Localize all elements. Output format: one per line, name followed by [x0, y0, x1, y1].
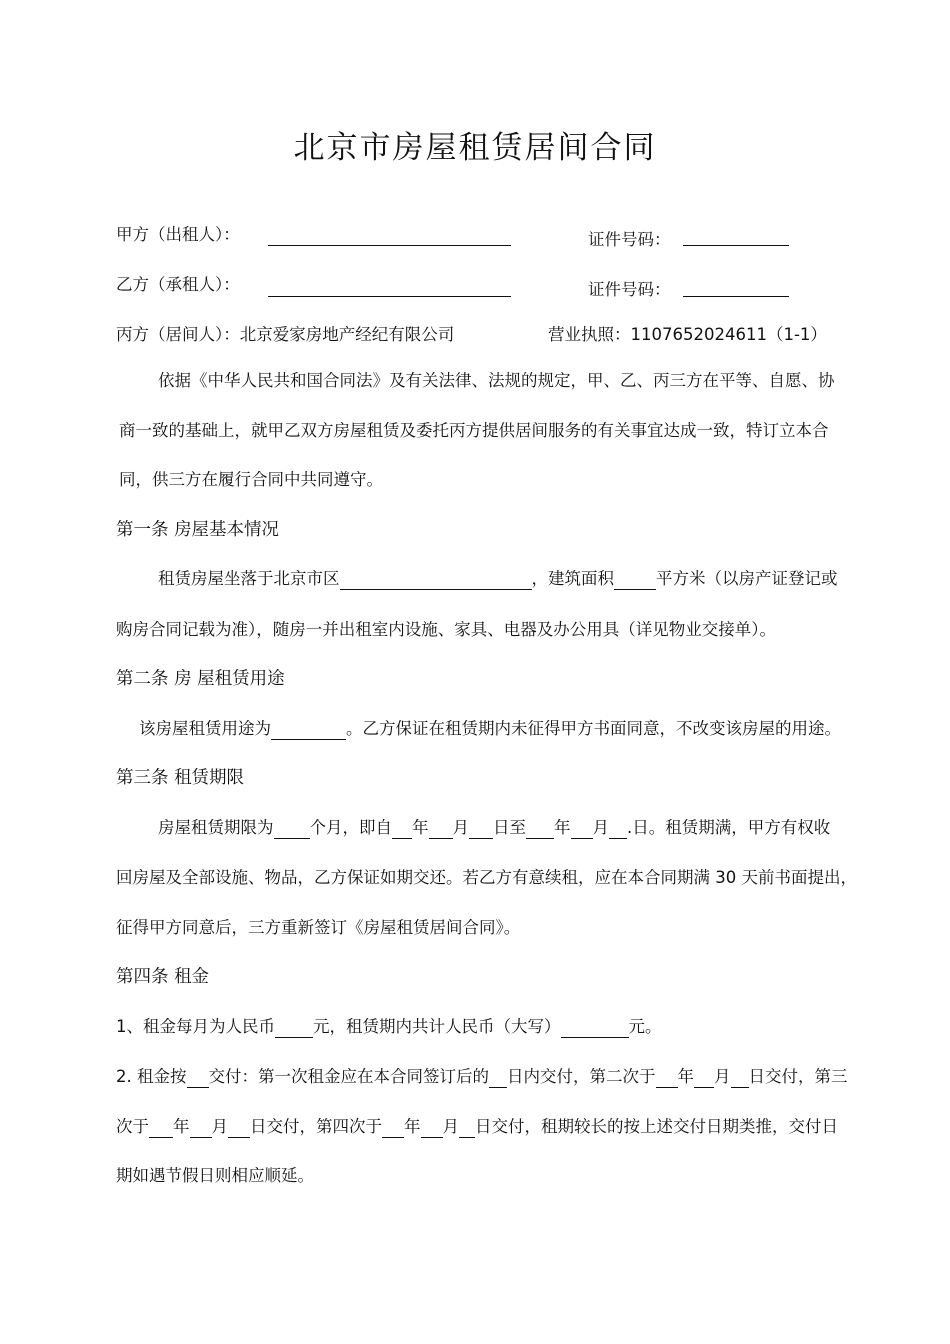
- second-payment-year-field[interactable]: [656, 1069, 678, 1088]
- article-1-heading: 第一条 房屋基本情况: [116, 520, 280, 540]
- article-4-p2-text-b: 交付：第一次租金应在本合同签订后的: [208, 1067, 489, 1086]
- party-c-line: 丙方（居间人）：北京爱家房地产经纪有限公司: [116, 325, 455, 344]
- first-payment-days-field[interactable]: [489, 1069, 507, 1088]
- party-b-label: 乙方（承租人）：: [116, 275, 240, 294]
- party-a-label: 甲方（出租人）：: [116, 225, 240, 244]
- article-4-p1-text-c: 元。: [628, 1017, 662, 1036]
- article-4-para-1: [116, 1016, 662, 1038]
- usage-field[interactable]: [271, 721, 346, 740]
- article-4-p3-text-g: 日交付，租期较长的按上述交付日期类推，交付日: [475, 1117, 838, 1136]
- party-b-name-field[interactable]: [268, 295, 511, 297]
- party-a-id-label: 证件号码：: [588, 230, 671, 249]
- article-4-p2-text-e: 月: [714, 1067, 731, 1086]
- document-title: 北京市房屋租赁居间合同: [293, 130, 657, 166]
- fourth-payment-year-field[interactable]: [382, 1119, 404, 1138]
- article-2-heading: 第二条 房 屋租赁用途: [116, 669, 285, 689]
- end-year-field[interactable]: [526, 820, 554, 839]
- article-1-line-1: [158, 568, 838, 590]
- article-4-p3-text-f: 月: [442, 1117, 459, 1136]
- third-payment-day-field[interactable]: [228, 1119, 250, 1138]
- intro-line-1: 依据《中华人民共和国合同法》及有关法律、法规的规定，甲、乙、丙三方在平等、自愿、协: [158, 371, 835, 390]
- article-4-para-4: 期如遇节假日则相应顺延。: [116, 1166, 314, 1185]
- article-4-p2-text-a: 2. 租金按: [116, 1067, 187, 1086]
- fourth-payment-day-field[interactable]: [459, 1119, 475, 1138]
- article-3-text-g: 年: [554, 818, 571, 837]
- article-4-p3-text-c: 月: [211, 1117, 228, 1136]
- payment-term-field[interactable]: [187, 1069, 209, 1088]
- lease-months-field[interactable]: [274, 820, 310, 839]
- article-3-text-f: 日至: [493, 818, 526, 837]
- article-1-text-b: ，建筑面积: [531, 569, 614, 588]
- article-3-line-3: 征得甲方同意后，三方重新签订《房屋租赁居间合同》。: [116, 918, 521, 937]
- article-3-text-h: 月: [592, 818, 609, 837]
- article-1-text-c: 平方米（以房产证登记或: [656, 569, 838, 588]
- party-b-id-field[interactable]: [683, 295, 789, 297]
- party-b-id-label: 证件号码：: [588, 280, 671, 299]
- article-3-text-c: ，即自: [342, 818, 392, 837]
- article-3-text-i: .日。租赁期满，甲方有权收: [627, 818, 831, 837]
- article-4-p3-text-d: 日交付，第四次于: [250, 1117, 382, 1136]
- start-day-field[interactable]: [469, 820, 493, 839]
- article-4-p3-text-a: 次于: [116, 1117, 149, 1136]
- second-payment-day-field[interactable]: [731, 1069, 749, 1088]
- article-1-text-a: 租赁房屋坐落于北京市区: [158, 569, 340, 588]
- article-4-p3-text-e: 年: [404, 1117, 421, 1136]
- article-3-text-b: 个月: [309, 818, 343, 837]
- party-c-license: 营业执照：1107652024611（1-1）: [548, 325, 827, 344]
- article-3-line-1: [158, 817, 830, 839]
- party-a-name-field[interactable]: [268, 244, 511, 246]
- fourth-payment-month-field[interactable]: [421, 1119, 443, 1138]
- article-3-heading: 第三条 租赁期限: [116, 768, 245, 788]
- party-a-id-field[interactable]: [683, 244, 789, 246]
- start-month-field[interactable]: [429, 820, 453, 839]
- monthly-rent-field[interactable]: [275, 1019, 313, 1038]
- intro-line-2: 商一致的基础上，就甲乙双方房屋租赁及委托丙方提供居间服务的有关事宜达成一致，特订立本合: [119, 421, 829, 440]
- article-2-line-1: [139, 718, 841, 740]
- article-4-para-2: [116, 1066, 848, 1088]
- article-1-line-2: 购房合同记载为准），随房一并出租室内设施、家具、电器及办公用具（详见物业交接单）。: [116, 620, 776, 639]
- intro-line-3: 同，供三方在履行合同中共同遵守。: [119, 470, 383, 489]
- end-month-field[interactable]: [571, 820, 593, 839]
- article-4-para-3: [116, 1116, 838, 1138]
- area-field[interactable]: [614, 571, 656, 590]
- article-3-text-d: 年: [412, 818, 429, 837]
- end-day-field[interactable]: [609, 820, 627, 839]
- article-4-p3-text-b: 年: [173, 1117, 190, 1136]
- article-3-text-a: 房屋租赁期限为: [158, 818, 274, 837]
- article-4-p2-text-f: 日交付，第三: [748, 1067, 848, 1086]
- article-4-p1-text-b: 元，租赁期内共计人民币（大写）: [313, 1017, 561, 1036]
- total-rent-field[interactable]: [561, 1019, 629, 1038]
- article-2-text-a: 该房屋租赁用途为: [139, 719, 271, 738]
- start-year-field[interactable]: [392, 820, 412, 839]
- address-field[interactable]: [340, 571, 532, 590]
- article-3-text-e: 月: [452, 818, 469, 837]
- third-payment-month-field[interactable]: [190, 1119, 212, 1138]
- article-3-line-2: 回房屋及全部设施、物品，乙方保证如期交还。若乙方有意续租，应在本合同期满 30 天前书面提出，: [116, 868, 857, 887]
- article-2-text-b: 。乙方保证在租赁期内未征得甲方书面同意，不改变该房屋的用途。: [346, 719, 841, 738]
- article-4-p1-text-a: 1、租金每月为人民币: [116, 1017, 275, 1036]
- second-payment-month-field[interactable]: [694, 1069, 714, 1088]
- third-payment-year-field[interactable]: [149, 1119, 173, 1138]
- article-4-p2-text-c: 日内交付，第二次于: [507, 1067, 656, 1086]
- article-4-heading: 第四条 租金: [116, 967, 210, 987]
- article-4-p2-text-d: 年: [677, 1067, 694, 1086]
